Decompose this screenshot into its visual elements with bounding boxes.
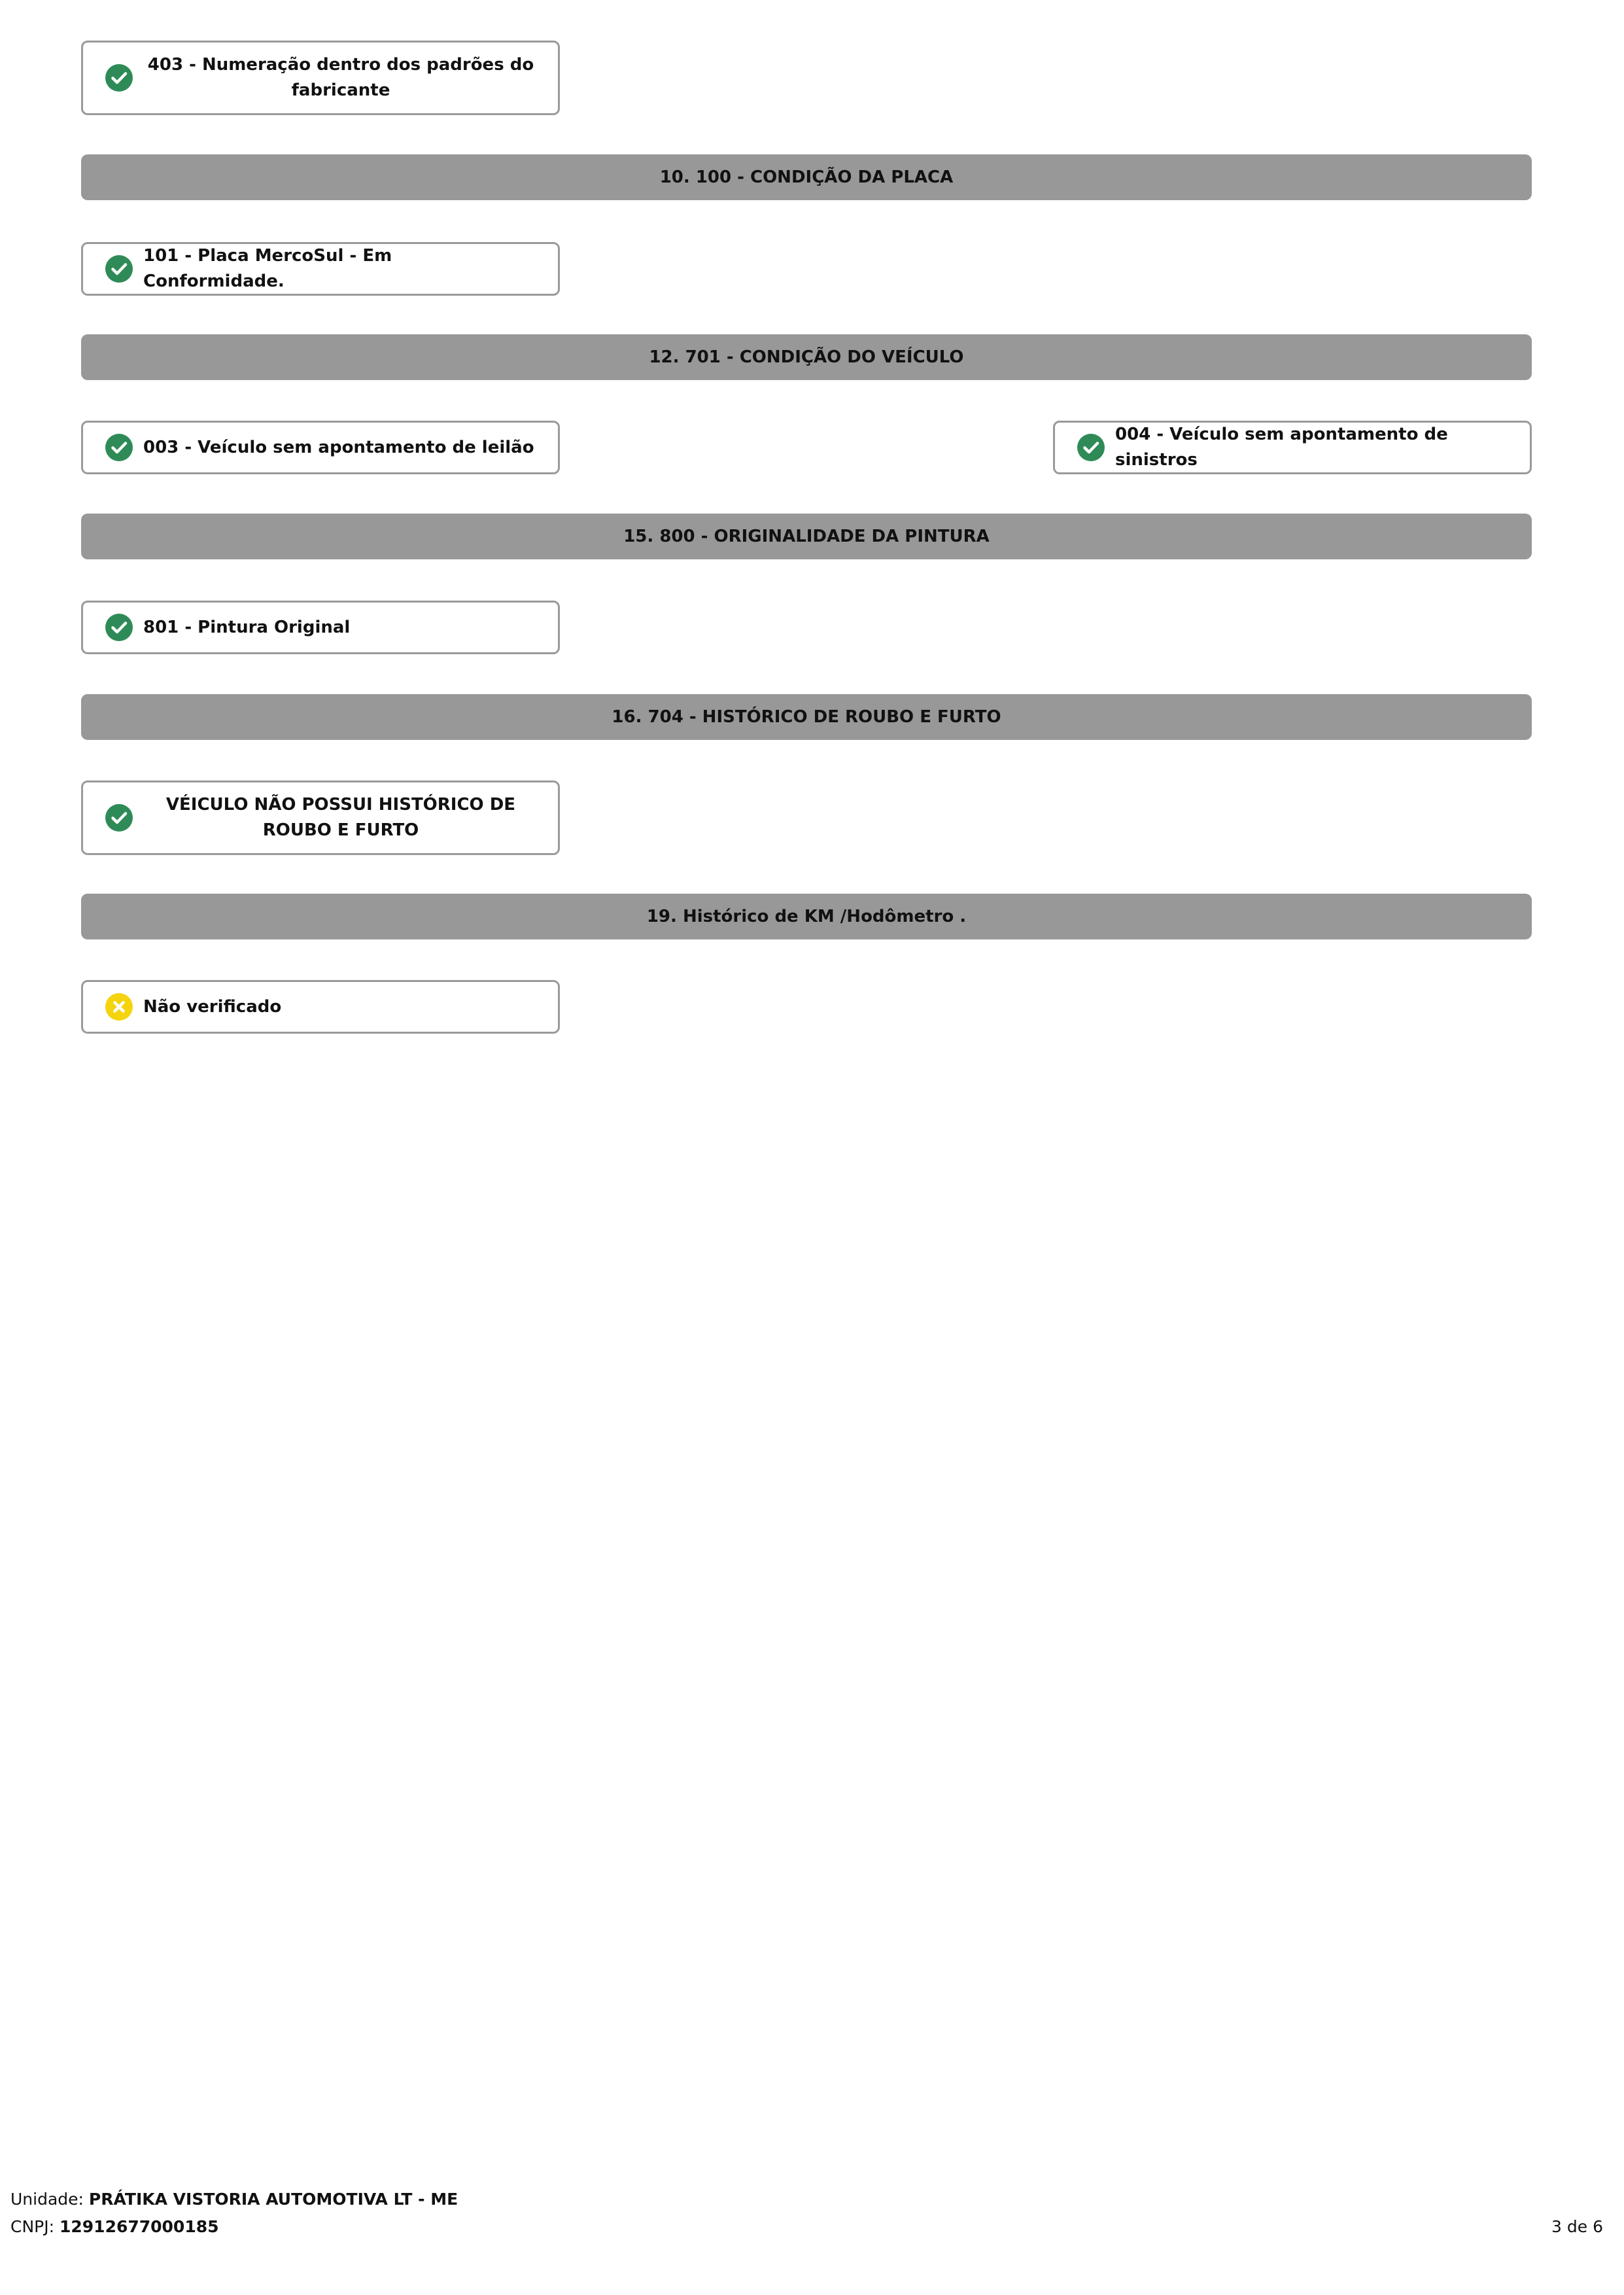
section-header-veiculo: 12. 701 - CONDIÇÃO DO VEÍCULO	[81, 334, 1532, 380]
check-circle-icon	[105, 804, 133, 832]
footer-unidade-value: PRÁTIKA VISTORIA AUTOMOTIVA LT - ME	[88, 2190, 458, 2209]
check-circle-icon	[1077, 434, 1105, 461]
footer-cnpj-value: 12912677000185	[59, 2217, 219, 2236]
check-circle-icon	[105, 64, 133, 92]
check-circle-icon	[105, 434, 133, 461]
check-item-label: Não verificado	[143, 996, 282, 1017]
check-item-004	[1053, 421, 1532, 474]
footer-unidade-label: Unidade:	[10, 2190, 84, 2209]
section-header-placa: 10. 100 - CONDIÇÃO DA PLACA	[81, 154, 1532, 200]
section-header-pintura: 15. 800 - ORIGINALIDADE DA PINTURA	[81, 514, 1532, 559]
check-item-label: VÉICULO NÃO POSSUI HISTÓRICO DE ROUBO E FURTO	[165, 795, 516, 840]
check-item-403	[81, 41, 560, 115]
check-item-roubo-furto	[81, 780, 560, 855]
check-item-km	[81, 980, 560, 1034]
check-item-label: 101 - Placa MercoSul - Em Conformidade.	[143, 246, 392, 291]
footer-cnpj	[10, 2217, 219, 2236]
check-item-label: 004 - Veículo sem apontamento de sinistros	[1115, 425, 1448, 470]
check-item-003	[81, 421, 560, 474]
footer-unidade	[10, 2190, 458, 2209]
section-header-km: 19. Histórico de KM /Hodômetro .	[81, 894, 1532, 939]
x-circle-icon	[105, 993, 133, 1021]
check-item-label: 801 - Pintura Original	[143, 617, 351, 637]
check-item-label: 403 - Numeração dentro dos padrões do fabricante	[147, 55, 534, 100]
section-header-roubo: 16. 704 - HISTÓRICO DE ROUBO E FURTO	[81, 694, 1532, 740]
check-item-label: 003 - Veículo sem apontamento de leilão	[143, 437, 534, 457]
check-circle-icon	[105, 255, 133, 283]
page-number: 3 de 6	[1551, 2217, 1603, 2236]
check-item-101	[81, 242, 560, 296]
check-circle-icon	[105, 614, 133, 641]
footer-cnpj-label: CNPJ:	[10, 2217, 55, 2236]
check-item-801	[81, 601, 560, 654]
